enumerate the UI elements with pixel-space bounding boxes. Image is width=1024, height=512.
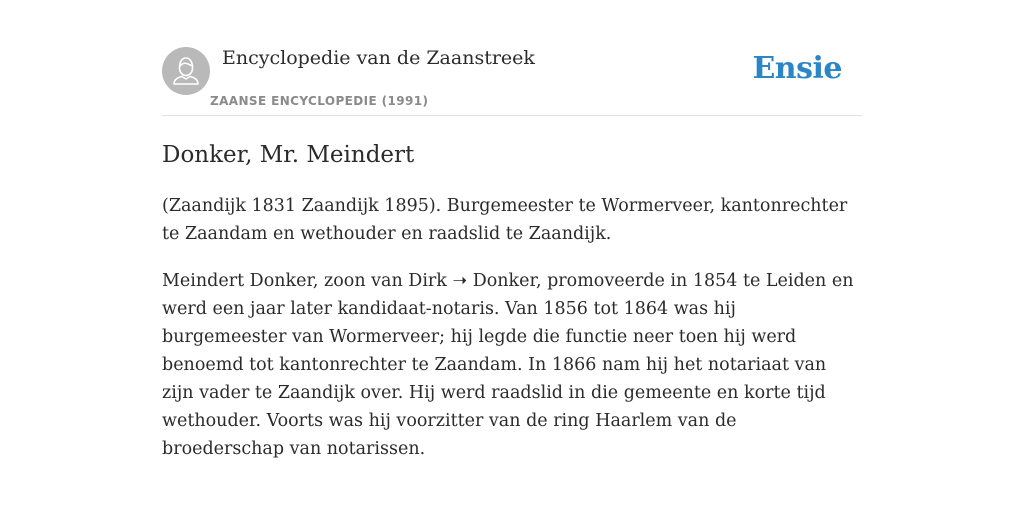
avatar-svg xyxy=(162,47,210,95)
user-silhouette-icon xyxy=(162,47,210,95)
brand-logo[interactable]: Ensie xyxy=(752,51,842,86)
entry-summary: (Zaandijk 1831 Zaandijk 1895). Burgemeester te Wormerveer, kantonrechter te Zaandam en wethouder en raadslid te Zaandijk. xyxy=(162,196,848,244)
source-header xyxy=(162,0,862,116)
source-title[interactable]: Encyclopedie van de Zaanstreek xyxy=(222,47,535,69)
arrow-right-icon: ➝ xyxy=(452,271,468,291)
source-subtitle[interactable]: ZAANSE ENCYCLOPEDIE (1991) xyxy=(210,94,429,108)
entry-body-text-2: , promoveerde in 1854 te Leiden en werd een jaar later kandidaat-notaris. Van 1856 tot 1864 was hij burgemeester van Wormerveer; hij legde die functie neer toen hij werd benoemd tot kantonrechter te Zaandam. In 1866 nam hij het notariaat van zijn vader te Zaandijk over. Hij werd raadslid in die gemeente en korte tijd wethouder. Voorts was hij voorzitter van de ring Haarlem van de broederschap van notarissen. xyxy=(162,271,854,459)
entry-title: Donker, Mr. Meindert xyxy=(162,142,415,168)
entry-body-text-1: Meindert Donker, zoon van Dirk xyxy=(162,271,453,291)
entry-body xyxy=(162,267,862,463)
cross-reference-link[interactable] xyxy=(452,271,536,291)
page-content xyxy=(162,0,862,512)
cross-reference-label: Donker xyxy=(472,271,536,291)
